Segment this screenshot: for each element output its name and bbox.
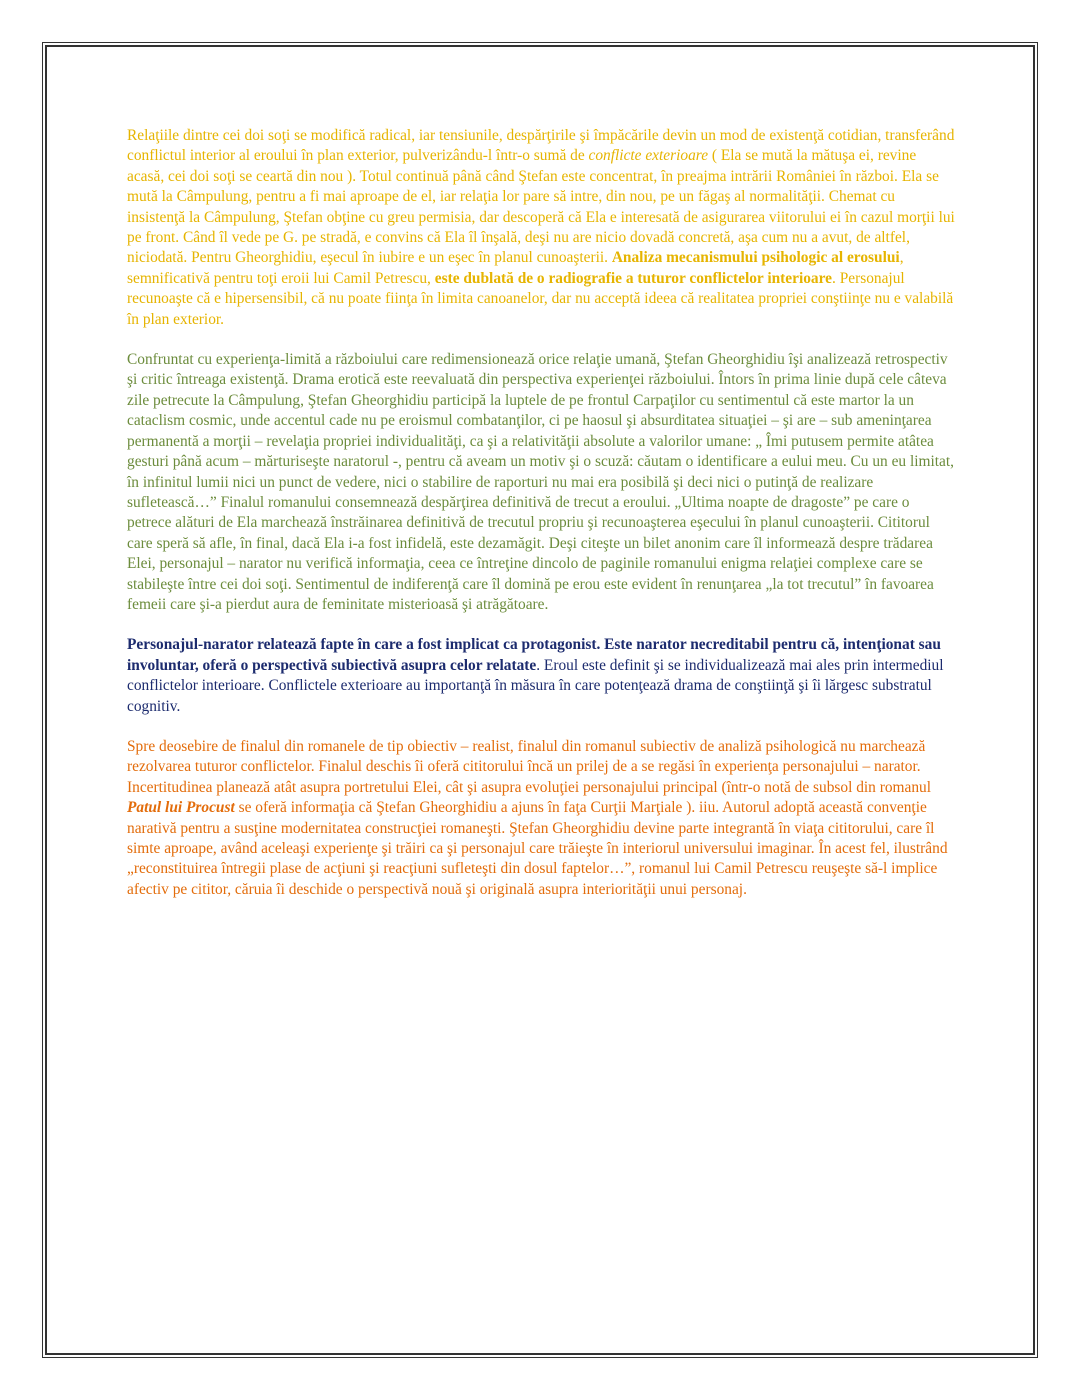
- p1-seg-0: Relaţiile dintre cei doi soţi se modifică radical, iar tensiunile, despărţirile şi împăcările devin un mod de existenţă cotidian, transferând conflictul interior al eroului în plan exterior, pulverizându-l într-o sumă de: [127, 127, 955, 165]
- paragraph-1: [127, 126, 955, 330]
- paragraph-3: [127, 635, 955, 717]
- paragraph-4: [127, 737, 955, 900]
- p1-seg-1-italic: conflicte exterioare: [588, 147, 709, 165]
- p1-seg-6: . Personajul recunoaşte că e hipersensibil, că nu poate fiinţa în limita canoanelor, dar nu acceptă ideea că realitatea propriei conştiinţe nu e valabilă în plan exterior.: [127, 269, 954, 328]
- paragraph-2: [127, 350, 955, 615]
- p3-seg-1: . Eroul este definit şi se individualizează mai ales prin intermediul conflictelor interioare. Conflictele exterioare au importanţă în măsura în care potenţează drama de conştiinţă şi îi lărgesc substratul cognitiv.: [127, 656, 944, 715]
- p1-seg-3-bold: Analiza mecanismului psihologic al erosului: [611, 249, 900, 267]
- document-body: [127, 126, 955, 920]
- p4-seg-1-bold-italic: Patul lui Procust: [127, 799, 235, 817]
- p1-seg-2: ( Ela se mută la mătuşa ei, revine acasă, cei doi soţi se ceartă din nou ). Totul continuă până când Ştefan este concentrat, în preajma intrării României în război. Ela se mută la Câmpulung, pentru a fi mai aproape de el, iar relaţia lor pare să intre, din nou, pe un făgaş al normalităţii. Chemat cu insistenţă la Câmpulung, Ştefan obţine cu greu permisia, dar descoperă că Ela e interesată de asigurarea viitorului ei în cazul morţii lui pe front. Când îl vede pe G. pe stradă, e convins că Ela îl înşală, deşi nu are nicio dovadă concretă, aşa cum nu a avut, de altfel, niciodată. Pentru Gheorghidiu, eşecul în iubire e un eşec în planul cunoaşterii.: [127, 147, 955, 267]
- p4-seg-2: se oferă informaţia că Ştefan Gheorghidiu a ajuns în faţa Curţii Marţiale ). iiu. Autorul adoptă această convenţie narativă pentru a susţine modernitatea construcţiei romaneşti. Ştefan Gheorghidiu devine parte integrantă în viaţa cititorului, care îl simte aproape, având aceleaşi experienţe şi trăiri ca şi personajul care trăieşte în interiorul universului imaginar. În acest fel, ilustrând „reconstituirea întregii plase de acţiuni şi reacţiuni sufleteşti din dosul faptelor…”, romanul lui Camil Petrescu reuşeşte să-l implice afectiv pe cititor, căruia îi deschide o perspectivă nouă şi originală asupra interiorităţii unui personaj.: [127, 799, 948, 898]
- p2-seg-0: Confruntat cu experienţa-limită a războiului care redimensionează orice relaţie umană, Ştefan Gheorghidiu îşi analizează retrospectiv şi critic întreaga existenţă. Drama erotică este reevaluată din perspectiva experienţei războiului. Întors în prima linie după cele câteva zile petrecute la Câmpulung, Ştefan Gheorghidiu participă la luptele de pe frontul Carpaţilor cu sentimentul că este martor la un cataclism cosmic, unde accentul cade nu pe eroismul combatanţilor, ci pe haosul şi absurditatea situaţiei – şi are – sub ameninţarea permanentă a morţii – revelaţia propriei individualităţi, ca şi a relativităţii absolute a valorilor umane: „ Îmi putusem permite atâtea gesturi până acum – mărturiseşte naratorul -, pentru că aveam un motiv şi o scuză: căutam o identificare a eului meu. Cu un eu limitat, în infinitul lumii nici un punct de vedere, nici o stabilire de raporturi nu mai era posibilă şi deci nici o putinţă de realizare sufletească…” Finalul romanului consemnează despărţirea definitivă de trecut a eroului. „Ultima noapte de dragoste” pe care o petrece alături de Ela marchează înstrăinarea definitivă de trecutul propriu şi recunoaşterea eşecului în planul cunoaşterii. Cititorul care speră să afle, în final, dacă Ela i-a fost infidelă, este dezamăgit. Deşi citeşte un bilet anonim care îl informează despre trădarea Elei, personajul – narator nu verifică informaţia, ceea ce întreţine dincolo de paginile romanului enigma relaţiei complexe care se stabileşte între cei doi soţi. Sentimentul de indiferenţă care îl domină pe erou este evident în renunţarea „la tot trecutul” în favoarea femeii care şi-a pierdut aura de feminitate misterioasă şi atrăgătoare.: [127, 351, 954, 613]
- p4-seg-0: Spre deosebire de finalul din romanele de tip obiectiv – realist, finalul din romanul subiectiv de analiză psihologică nu marchează rezolvarea tuturor conflictelor. Finalul deschis îi oferă cititorului încă un prilej de a se regăsi în experienţa personajului – narator. Incertitudinea planează atât asupra portretului Elei, cât şi asupra evoluţiei personajului principal (într-o notă de subsol din romanul: [127, 737, 932, 796]
- p1-seg-4: , semnificativă pentru toţi eroii lui Camil Petrescu,: [127, 249, 904, 287]
- p3-seg-0-bold: Personajul-narator relatează fapte în care a fost implicat ca protagonist. Este narator necreditabil pentru că, intenţionat sau involuntar, oferă o perspectivă subiectivă asupra celor relatate: [127, 636, 941, 674]
- p1-seg-5-bold: este dublată de o radiografie a tuturor conflictelor interioare: [434, 269, 832, 287]
